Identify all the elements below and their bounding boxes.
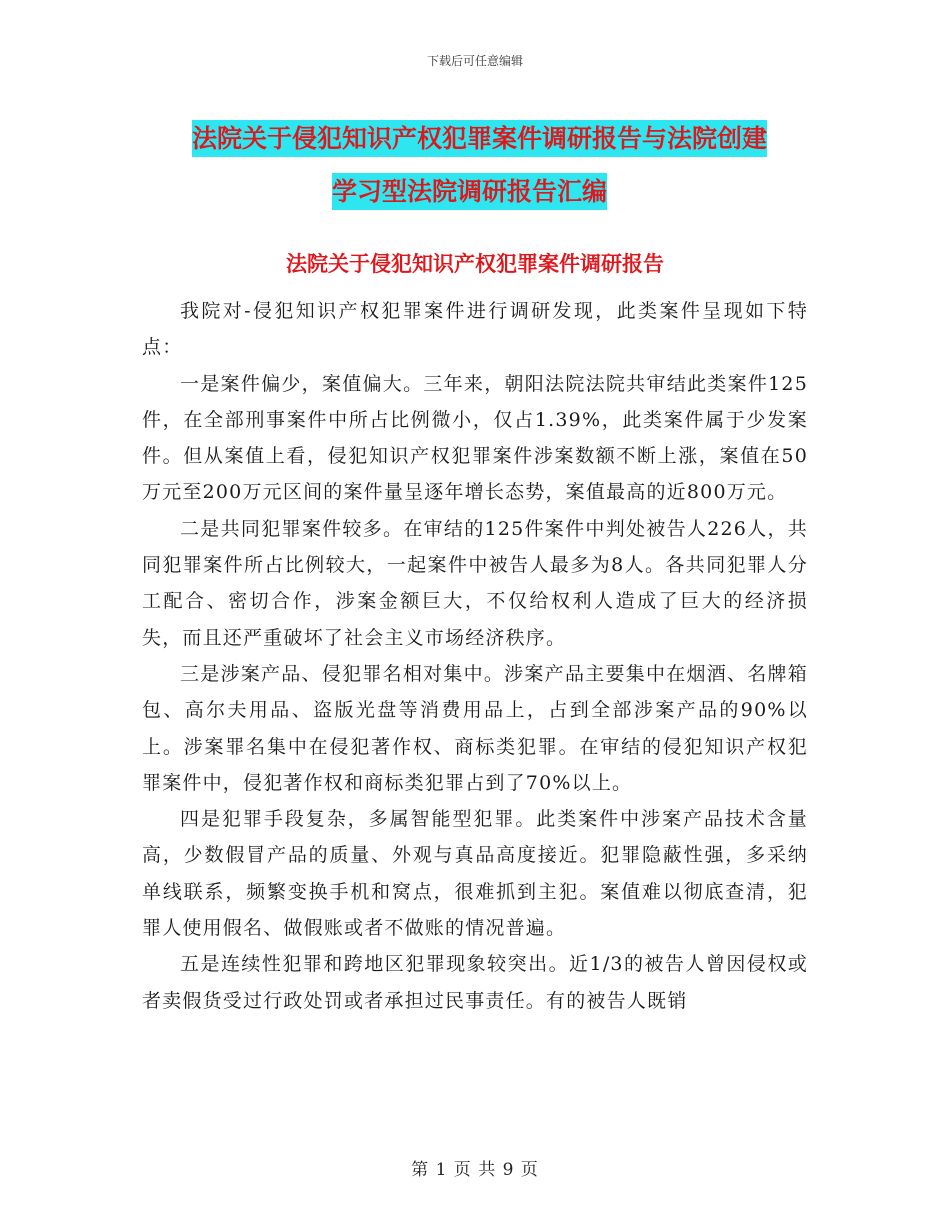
paragraph-point-1: 一是案件偏少，案值偏大。三年来，朝阳法院法院共审结此类案件125件，在全部刑事案件中所占比例微小，仅占1.39%，此类案件属于少发案件。但从案值上看，侵犯知识产权犯罪案件涉案数额不断上涨，案值在50万元至200万元区间的案件量呈逐年增长态势，案值最高的近800万元。 [142, 372, 808, 504]
document-title-line-2: 学习型法院调研报告汇编 [332, 173, 607, 210]
page-header-note: 下载后可任意编辑 [426, 54, 523, 68]
document-title-line-1: 法院关于侵犯知识产权犯罪案件调研报告与法院创建 [192, 120, 767, 157]
paragraph-point-5: 五是连续性犯罪和跨地区犯罪现象较突出。近1/3的被告人曾因侵权或者卖假货受过行政处罚或者承担过民事责任。有的被告人既销 [142, 953, 808, 1012]
paragraph-point-2: 二是共同犯罪案件较多。在审结的125件案件中判处被告人226人，共同犯罪案件所占比例较大，一起案件中被告人最多为8人。各共同犯罪人分工配合、密切合作，涉案金额巨大，不仅给权利人造成了巨大的经济损失，而且还严重破坏了社会主义市场经济秩序。 [142, 517, 808, 649]
document-title [192, 112, 812, 218]
document-body [142, 293, 808, 1019]
paragraph-point-3: 三是涉案产品、侵犯罪名相对集中。涉案产品主要集中在烟酒、名牌箱包、高尔夫用品、盗版光盘等消费用品上，占到全部涉案产品的90%以上。涉案罪名集中在侵犯著作权、商标类犯罪。在审结的侵犯知识产权犯罪案件中，侵犯著作权和商标类犯罪占到了70%以上。 [142, 662, 808, 794]
section-title: 法院关于侵犯知识产权犯罪案件调研报告 [286, 252, 664, 276]
paragraph-intro: 我院对-侵犯知识产权犯罪案件进行调研发现，此类案件呈现如下特点： [142, 300, 808, 359]
page-number-footer: 第 1 页 共 9 页 [411, 1160, 539, 1180]
paragraph-point-4: 四是犯罪手段复杂，多属智能型犯罪。此类案件中涉案产品技术含量高，少数假冒产品的质量、外观与真品高度接近。犯罪隐蔽性强，多采纳单线联系，频繁变换手机和窝点，很难抓到主犯。案值难以彻底查清，犯罪人使用假名、做假账或者不做账的情况普遍。 [142, 808, 808, 940]
